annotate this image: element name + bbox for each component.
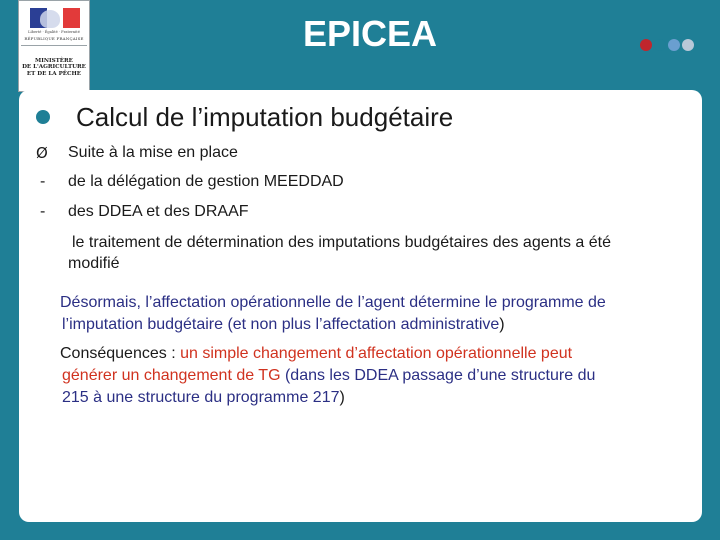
dot-icon (668, 39, 680, 51)
arrow-marker: Ø (36, 144, 48, 162)
dot-icon (682, 39, 694, 51)
paragraph-1-line-b-text: l’imputation budgétaire (et non plus l’affectation administrative (62, 316, 500, 333)
logo-motto: Liberté · Égalité · Fraternité (28, 30, 80, 34)
item-line-4b: modifié (68, 255, 120, 272)
section-heading: Calcul de l’imputation budgétaire (76, 102, 454, 132)
item-line-4a: le traitement de détermination des imputations budgétaires des agents a été (72, 234, 611, 251)
item-line-1: Suite à la mise en place (68, 144, 238, 161)
logo-ministry: MINISTÈRE DE L'AGRICULTURE ET DE LA PÊCHE (22, 58, 86, 77)
logo-country: RÉPUBLIQUE FRANÇAISE (24, 36, 84, 41)
decorative-dots (640, 39, 706, 51)
dot-icon (654, 39, 666, 51)
item-line-2: de la délégation de gestion MEEDDAD (68, 173, 344, 190)
paragraph-1-line-b (62, 314, 505, 336)
page-title: EPICEA (302, 13, 438, 54)
paragraph-2-line-c (62, 387, 345, 409)
consequences-red-a: un simple changement d’affectation opérationnelle peut (180, 345, 573, 362)
paragraph-1-line-b-close: ) (499, 316, 505, 333)
item-line-3: des DDEA et des DRAAF (68, 203, 249, 220)
logo-divider (21, 45, 87, 46)
dash-marker: - (40, 203, 46, 220)
bullet-icon (36, 110, 50, 124)
consequences-label: Conséquences : (60, 345, 181, 362)
paragraph-2-line-b (62, 365, 595, 387)
marianne-logo (23, 4, 85, 42)
consequences-black-b: (dans les DDEA passage d’une structure du (280, 367, 596, 384)
paragraph-1-line-a: Désormais, l’affectation opérationnelle de l’agent détermine le programme de (60, 294, 606, 311)
ministry-logo (18, 0, 90, 92)
dot-icon (640, 39, 652, 51)
consequences-line-c-close: ) (339, 389, 345, 406)
paragraph-2-line-a (60, 343, 572, 365)
consequences-red-b: générer un changement de TG (62, 367, 281, 384)
dash-marker: - (40, 173, 46, 190)
flag-icon (30, 8, 80, 28)
consequences-line-c: 215 à une structure du programme 217 (62, 389, 340, 406)
